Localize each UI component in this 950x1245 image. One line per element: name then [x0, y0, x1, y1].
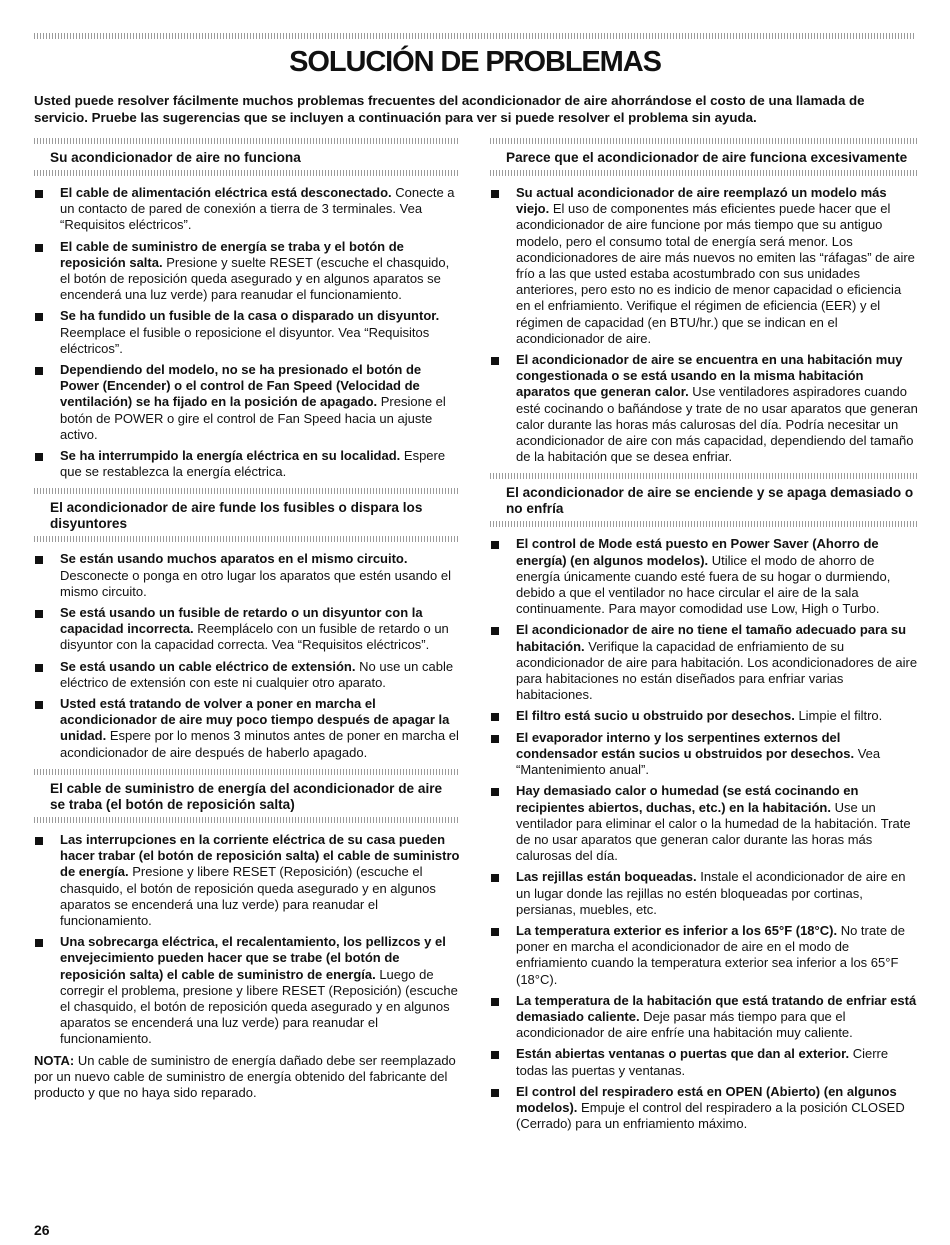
top-divider — [34, 33, 916, 39]
item-lead: Las interrupciones en la corriente eléctrica de su casa pueden hacer trabar (el botón de reposición salta) el cable de suministro de energía. — [60, 831, 460, 880]
section-divider — [490, 473, 918, 479]
item-body: Use ventiladores aspiradores cuando esté cocinando o bañándose y trate de no usar aparatos que generan calor durante las horas más calurosas del día. Podría necesitar un acondicionador de aire con más capacidad, dependiendo del tamaño de la habitación que se desea enfriar. — [516, 384, 918, 465]
intro-paragraph: Usted puede resolver fácilmente muchos problemas frecuentes del acondicionador de aire ahorrándose el costo de una llamada de servicio. Pruebe las sugerencias que se incluyen a continuación para ver si puede resolver el problema sin ayuda. — [34, 93, 865, 125]
section-divider — [34, 488, 460, 494]
section-title: El acondicionador de aire funde los fusibles o dispara los disyuntores — [50, 500, 423, 532]
problem-list — [490, 185, 918, 465]
right-column — [490, 138, 918, 1140]
item-lead: El filtro está sucio u obstruido por desechos. — [516, 708, 795, 724]
item-body: Reemplácelo con un fusible de retardo o un disyuntor con la capacidad correcta. Vea “Requisitos eléctricos”. — [60, 621, 449, 653]
list-item — [490, 1084, 918, 1133]
list-item — [490, 622, 918, 703]
list-item — [490, 993, 918, 1042]
problem-list — [34, 832, 460, 1048]
page-number: 26 — [34, 1222, 50, 1238]
list-item — [34, 362, 460, 443]
list-item — [490, 185, 918, 347]
item-lead: La temperatura de la habitación que está tratando de enfriar está demasiado caliente. — [516, 992, 917, 1024]
item-body: Vea “Mantenimiento anual”. — [516, 745, 881, 778]
note-label: NOTA: — [34, 1052, 75, 1068]
list-item — [490, 783, 918, 864]
item-lead: Se están usando muchos aparatos en el mismo circuito. — [60, 551, 408, 567]
section-divider — [490, 138, 918, 144]
item-lead: Su actual acondicionador de aire reemplazó un modelo más viejo. — [516, 185, 887, 217]
note-text: Un cable de suministro de energía dañado debe ser reemplazado por un nuevo cable de suministro de energía obtenido del fabricante del producto y que no haya sido reparado. — [34, 1052, 456, 1100]
list-item — [34, 934, 460, 1047]
item-lead: El cable de alimentación eléctrica está desconectado. — [60, 185, 392, 200]
section-divider — [34, 138, 460, 144]
item-lead: Dependiendo del modelo, no se ha presionado el botón de Power (Encender) o el control de Fan Speed (Velocidad de ventilación) se ha fijado en la posición de apagado. — [60, 362, 422, 410]
item-lead: El acondicionador de aire no tiene el tamaño adecuado para su habitación. — [516, 622, 907, 654]
item-body: Cierre todas las puertas y ventanas. — [516, 1046, 889, 1078]
section-divider — [34, 817, 460, 823]
item-body: Use un ventilador para eliminar el calor o la humedad de la habitación. Trate de no usar aparatos que generan calor durante las horas más calurosas del día. — [516, 799, 911, 864]
item-lead: Se ha fundido un fusible de la casa o disparado un disyuntor. — [60, 308, 440, 324]
note — [34, 1053, 460, 1102]
list-item — [34, 605, 460, 654]
item-lead: Hay demasiado calor o humedad (se está cocinando en recipientes abiertos, duchas, etc.) en la habitación. — [516, 783, 859, 815]
section-cable-traba — [34, 769, 460, 1101]
left-column — [34, 138, 460, 1109]
item-body: Presione y suelte RESET (escuche el chasquido, el botón de reposición queda asegurado y en algunos aparatos se encenderá una luz verde) para reanudar el funcionamiento. — [60, 254, 450, 303]
item-body: Presione y libere RESET (Reposición) (escuche el chasquido, el botón de reposición queda asegurado y en algunos aparatos se encenderá una luz verde) para reanudar el funcionamiento. — [60, 864, 436, 928]
list-item — [34, 659, 460, 691]
page-title: SOLUCIÓN DE PROBLEMAS — [289, 46, 661, 78]
section-title: Parece que el acondicionador de aire funciona excesivamente — [506, 150, 908, 165]
list-item — [34, 832, 460, 929]
item-body: Utilice el modo de ahorro de energía únicamente cuando esté fuera de su hogar o durmiendo, debido a que el ventilador no hace circular el aire de la sala continuamente. Para mayor comodidad use Low, High o Turbo. — [516, 552, 891, 617]
item-body: Espere que se restablezca la energía eléctrica. — [60, 448, 446, 480]
item-body: Instale el acondicionador de aire en un lugar donde las rejillas no estén bloqueadas por cortinas, persianas, muebles, etc. — [516, 869, 906, 917]
problem-list — [490, 536, 918, 1132]
section-divider — [34, 536, 460, 542]
list-item — [490, 352, 918, 465]
item-lead: El control de Mode está puesto en Power Saver (Ahorro de energía) (en algunos modelos). — [516, 536, 879, 568]
item-body: Espere por lo menos 3 minutos antes de poner en marcha el acondicionador de aire después de haberlo apagado. — [60, 728, 459, 760]
list-item — [34, 448, 460, 480]
item-lead: Se está usando un fusible de retardo o un disyuntor con la capacidad incorrecta. — [60, 605, 423, 637]
item-body: Desconecte o ponga en otro lugar los aparatos que estén usando el mismo circuito. — [60, 567, 451, 599]
item-body: Verifique la capacidad de enfriamiento de su acondicionador de aire para habitación. Los acondicionadores de aire para habitaciones no están diseñados para enfriar varias habitaciones. — [516, 638, 918, 703]
section-no-funciona — [34, 138, 460, 480]
list-item — [34, 308, 460, 357]
section-title: El cable de suministro de energía del acondicionador de aire se traba (el botón de reposición salta) — [50, 780, 443, 812]
section-divider — [34, 170, 460, 176]
item-lead: El evaporador interno y los serpentines externos del condensador están sucios u obstruidos por desechos. — [516, 729, 855, 761]
list-item — [34, 551, 460, 600]
item-body: Presione el botón de POWER o gire el control de Fan Speed hacia un ajuste activo. — [60, 394, 446, 442]
item-lead: El control del respiradero está en OPEN (Abierto) (en algunos modelos). — [516, 1083, 897, 1115]
item-lead: El acondicionador de aire se encuentra en una habitación muy congestionada o se está usando en la misma habitación aparatos que generan calor. — [516, 352, 903, 400]
section-divider — [490, 521, 918, 527]
item-lead: El cable de suministro de energía se traba y el botón de reposición salta. — [60, 238, 404, 270]
item-body: No trate de poner en marcha el acondicionador de aire en el modo de enfriamiento cuando la temperatura exterior sea inferior a los 65°F (18°C). — [516, 922, 906, 987]
section-title: El acondicionador de aire se enciende y se apaga demasiado o no enfría — [506, 485, 914, 517]
list-item — [34, 239, 460, 304]
list-item — [490, 923, 918, 988]
section-divider — [34, 769, 460, 775]
item-body: No use un cable eléctrico de extensión con este ni cualquier otro aparato. — [60, 658, 454, 690]
problem-list — [34, 185, 460, 480]
list-item — [34, 696, 460, 761]
section-divider — [490, 170, 918, 176]
list-item — [490, 730, 918, 779]
item-body: Deje pasar más tiempo para que el acondicionador de aire enfríe una habitación muy caliente. — [516, 1008, 853, 1041]
list-item — [34, 185, 460, 234]
item-lead: La temperatura exterior es inferior a los 65°F (18°C). — [516, 922, 838, 938]
section-funciona-excesivamente — [490, 138, 918, 465]
item-body: Luego de corregir el problema, presione y libere RESET (Reposición) (escuche el chasquido, el botón de reposición queda asegurado y en algunos aparatos se encenderá una luz verde) para reanudar el funcionamiento. — [60, 966, 458, 1047]
item-lead: Se ha interrumpido la energía eléctrica en su localidad. — [60, 448, 401, 464]
item-body: Limpie el filtro. — [794, 708, 883, 724]
section-fusibles — [34, 488, 460, 760]
item-body: Conecte a un contacto de pared de conexión a tierra de 3 terminales. Vea “Requisitos eléctricos”. — [60, 185, 455, 233]
section-enciende-apaga — [490, 473, 918, 1132]
item-lead: Usted está tratando de volver a poner en marcha el acondicionador de aire muy poco tiempo después de apagar la unidad. — [60, 696, 450, 744]
item-body: Reemplace el fusible o reposicione el disyuntor. Vea “Requisitos eléctricos”. — [60, 324, 430, 356]
item-lead: Una sobrecarga eléctrica, el recalentamiento, los pellizcos y el envejecimiento pueden hacer que se trabe (el botón de reposición salta) el cable de suministro de energía. — [60, 934, 446, 982]
item-body: El uso de componentes más eficientes puede hacer que el acondicionador de aire funcione por más tiempo que su antiguo modelo, pero el consumo total de energía será menor. Los acondicionadores de aire más nuevos no emiten las “ráfagas” de aire frío a las que usted estaba acostumbrado con sus unidades anteriores, pero esto no es indicio de menor capacidad o eficiencia en el enfriamiento. Verifique el régimen de eficiencia (EER) y el régimen de capacidad (en BTU/hr.) que se indican en el acondicionador de aire. — [516, 201, 915, 346]
list-item — [490, 536, 918, 617]
list-item — [490, 708, 918, 724]
item-body: Empuje el control del respiradero a la posición CLOSED (Cerrado) para un enfriamiento máximo. — [516, 1099, 905, 1132]
item-lead: Las rejillas están boqueadas. — [516, 869, 697, 885]
section-title: Su acondicionador de aire no funciona — [50, 150, 301, 165]
list-item — [490, 1046, 918, 1078]
item-lead: Se está usando un cable eléctrico de extensión. — [60, 658, 356, 674]
problem-list — [34, 551, 460, 760]
list-item — [490, 869, 918, 918]
item-lead: Están abiertas ventanas o puertas que dan al exterior. — [516, 1046, 850, 1062]
